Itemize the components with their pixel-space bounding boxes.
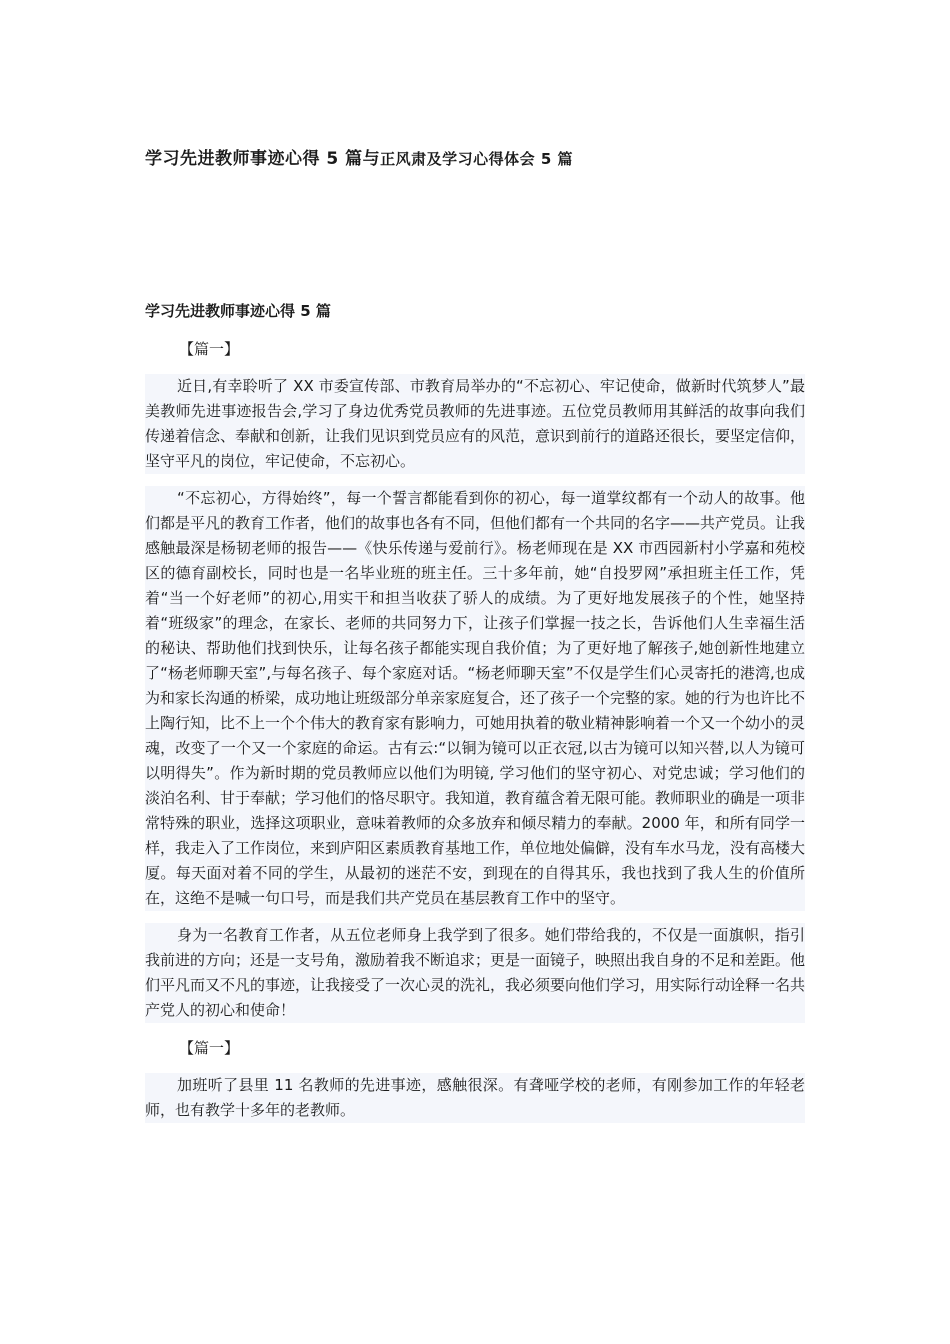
section-heading: 学习先进教师事迹心得 5 篇 [145,302,331,320]
document-title-rest: 正风肃及学习心得体会 5 篇 [380,150,574,168]
document-title [145,144,573,169]
part-label-2: 【篇一】 [179,1039,240,1057]
paragraph-2: “不忘初心，方得始终”，每一个誓言都能看到你的初心，每一道掌纹都有一个动人的故事。他们都是平凡的教育工作者，他们的故事也各有不同，但他们都有一个共同的名字——共产党员。让我感触最深是杨韧老师的报告——《快乐传递与爱前行》。杨老师现在是 XX 市西园新村小学嘉和苑校区的德育副校长，同时也是一名毕业班的班主任。三十多年前，她“自投罗网”承担班主任工作，凭着“当一个好老师”的初心,用实干和担当收获了骄人的成绩。为了更好地发展孩子的个性，她坚持着“班级家”的理念，在家长、老师的共同努力下，让孩子们掌握一技之长，告诉他们人生幸福生活的秘诀、帮助他们找到快乐，让每名孩子都能实现自我价值；为了更好地了解孩子,她创新性地建立了“杨老师聊天室”,与每名孩子、每个家庭对话。“杨老师聊天室”不仅是学生们心灵寄托的港湾,也成为和家长沟通的桥梁，成功地让班级部分单亲家庭复合，还了孩子一个完整的家。她的行为也许比不上陶行知，比不上一个个伟大的教育家有影响力，可她用执着的敬业精神影响着一个又一个幼小的灵魂，改变了一个又一个家庭的命运。古有云:“以铜为镜可以正衣冠,以古为镜可以知兴替,以人为镜可以明得失”。作为新时期的党员教师应以他们为明镜, 学习他们的坚守初心、对党忠诚；学习他们的淡泊名利、甘于奉献；学习他们的恪尽职守。我知道，教育蕴含着无限可能。教师职业的确是一项非常特殊的职业，选择这项职业，意味着教师的众多放弃和倾尽精力的奉献。2000 年，和所有同学一样，我走入了工作岗位，来到庐阳区素质教育基地工作，单位地处偏僻，没有车水马龙，没有高楼大厦。每天面对着不同的学生，从最初的迷茫不安，到现在的自得其乐，我也找到了我人生的价值所在，这绝不是喊一句口号，而是我们共产党员在基层教育工作中的坚守。 [145,486,805,911]
paragraph-3: 身为一名教育工作者，从五位老师身上我学到了很多。她们带给我的，不仅是一面旗帜，指引我前进的方向；还是一支号角，激励着我不断追求；更是一面镜子，映照出我自身的不足和差距。他们平凡而又不凡的事迹，让我接受了一次心灵的洗礼，我必须要向他们学习，用实际行动诠释一名共产党人的初心和使命！ [145,923,805,1023]
document-body [145,300,805,1135]
paragraph-1: 近日,有幸聆听了 XX 市委宣传部、市教育局举办的“不忘初心、牢记使命，做新时代筑梦人”最美教师先进事迹报告会,学习了身边优秀党员教师的先进事迹。五位党员教师用其鲜活的故事向我们传递着信念、奉献和创新，让我们见识到党员应有的风范，意识到前行的道路还很长，要坚定信仰，坚守平凡的岗位，牢记使命，不忘初心。 [145,374,805,474]
document-title-main: 学习先进教师事迹心得 5 篇与 [145,149,381,169]
paragraph-4: 加班听了县里 11 名教师的先进事迹，感触很深。有聋哑学校的老师，有刚参加工作的年轻老师，也有教学十多年的老教师。 [145,1073,805,1123]
part-label-1: 【篇一】 [179,340,240,358]
